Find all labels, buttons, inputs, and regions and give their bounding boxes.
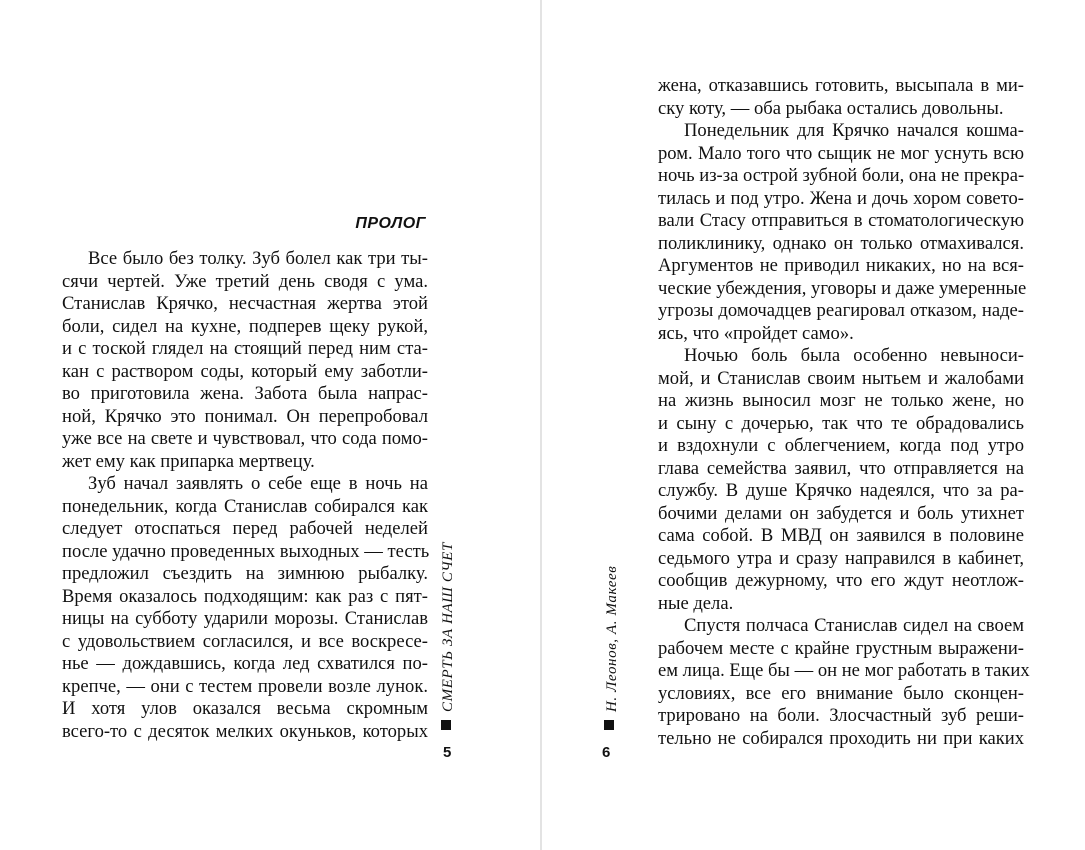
text-line: мой, и Станислав своим нытьем и жалобами (658, 367, 1024, 389)
left-page-text (62, 248, 428, 743)
text-line: ром. Мало того что сыщик не мог уснуть всю (658, 142, 1024, 164)
text-line: глава семейства заявил, что отправляется на (658, 457, 1024, 479)
text-line: после удачно проведенных выходных — тесть (62, 540, 430, 562)
text-line: службу. В душе Крячко надеялся, что за ра- (658, 480, 1024, 501)
right-page-text (658, 75, 1030, 750)
page-number-right: 6 (602, 744, 611, 761)
text-line: седьмого утра и сразу направился в кабинет, (658, 547, 1024, 569)
text-line: жена, отказавшись готовить, высыпала в ми- (658, 75, 1024, 96)
text-line: условиях, все его внимание было сконцен- (658, 682, 1024, 704)
text-line: бочими делами он забудется и боль утихнет (658, 502, 1024, 524)
text-line: Зуб начал заявлять о себе еще в ночь на (88, 473, 428, 494)
text-line: боли, сидел на кухне, подперев щеку рукой, (62, 315, 428, 337)
text-line: нье — дождавшись, когда лед схватился по- (62, 653, 428, 674)
text-line: Ночью боль была особенно невыноси- (684, 345, 1024, 366)
text-line: понедельник, когда Станислав собирался как (62, 495, 428, 517)
text-line: ные дела. (658, 592, 734, 614)
text-line: ночь из-за острой зубной боли, она не прекра- (658, 165, 1025, 186)
square-marker (441, 720, 451, 730)
text-line: Спустя полчаса Станислав сидел на своем (684, 615, 1024, 636)
text-line: трировано на боли. Злосчастный зуб реши- (658, 705, 1024, 726)
text-line: И хотя улов оказался весьма скромным (62, 698, 428, 719)
text-line: Все было без толку. Зуб болел как три ты- (88, 248, 428, 269)
text-line: ной, Крячко это понимал. Он перепробовал (62, 405, 428, 427)
text-line: крепче, — они с тестем провели возле лунок. (62, 675, 428, 697)
text-line: угрозы домочадцев реагировал отказом, наде- (658, 300, 1024, 321)
text-line: ческие убеждения, уговоры и даже умеренные (658, 277, 1027, 299)
text-line: ем лица. Еще бы — он не мог работать в таких (658, 660, 1030, 681)
page-number-left: 5 (443, 744, 452, 761)
text-line: на жизнь выносил мозг не только жене, но (658, 390, 1024, 411)
text-line: предложил съездить на зимнюю рыбалку. (62, 563, 428, 584)
chapter-title: ПРОЛОГ (355, 215, 426, 232)
text-line: ску коту, — оба рыбака остались довольны. (658, 97, 1004, 119)
text-line: уже все на свете и чувствовал, что сода помо- (62, 428, 428, 449)
square-marker (604, 720, 614, 730)
text-line: сячи чертей. Уже третий день сводя с ума. (62, 270, 428, 292)
text-line: тельно не собирался проходить ни при каких (658, 727, 1024, 749)
text-line: жет ему как припарка мертвецу. (62, 450, 315, 472)
text-line: Аргументов не приводил никаких, но на вся- (658, 255, 1024, 276)
text-line: вали Стасу отправиться в стоматологическую (658, 210, 1024, 231)
text-line: Понедельник для Крячко начался кошма- (684, 120, 1024, 141)
text-line: Станислав Крячко, несчастная жертва этой (62, 293, 428, 314)
text-line: и сыну с дочерью, так что те обрадовались (658, 412, 1024, 434)
text-line: всего-то с десяток мелких окуньков, которых (62, 720, 428, 742)
text-line: тилась и под утро. Жена и дочь хором совето- (658, 187, 1024, 209)
text-line: с удовольствием согласился, и все воскресе- (62, 630, 428, 652)
running-head-authors: Н. Леонов, А. Макеев (604, 565, 620, 712)
text-line: и с тоской глядел на стоящий перед ним ста- (62, 338, 428, 359)
text-line: Время оказалось подходящим: как раз с пят- (62, 585, 428, 607)
text-line: рабочем месте с крайне грустным выражени- (658, 637, 1024, 659)
text-line: сообщив дежурному, что его ждут неотлож- (658, 570, 1024, 591)
text-line: ницы на субботу ударили морозы. Станислав (62, 608, 428, 629)
text-line: кан с раствором соды, который ему заботли- (62, 360, 428, 382)
text-line: ясь, что «пройдет само». (658, 322, 854, 344)
text-line: следует отоспаться перед рабочей неделей (62, 518, 428, 539)
text-line: и вздохнули с облегчением, когда под утро (658, 435, 1024, 456)
text-line: во приготовила жена. Забота была напрас- (62, 383, 428, 404)
text-line: сама собой. В МВД он заявился в половине (658, 525, 1024, 546)
text-line: поликлинику, однако он только отмахивался. (658, 232, 1024, 254)
running-head-title: СМЕРТЬ ЗА НАШ СЧЕТ (440, 542, 456, 712)
